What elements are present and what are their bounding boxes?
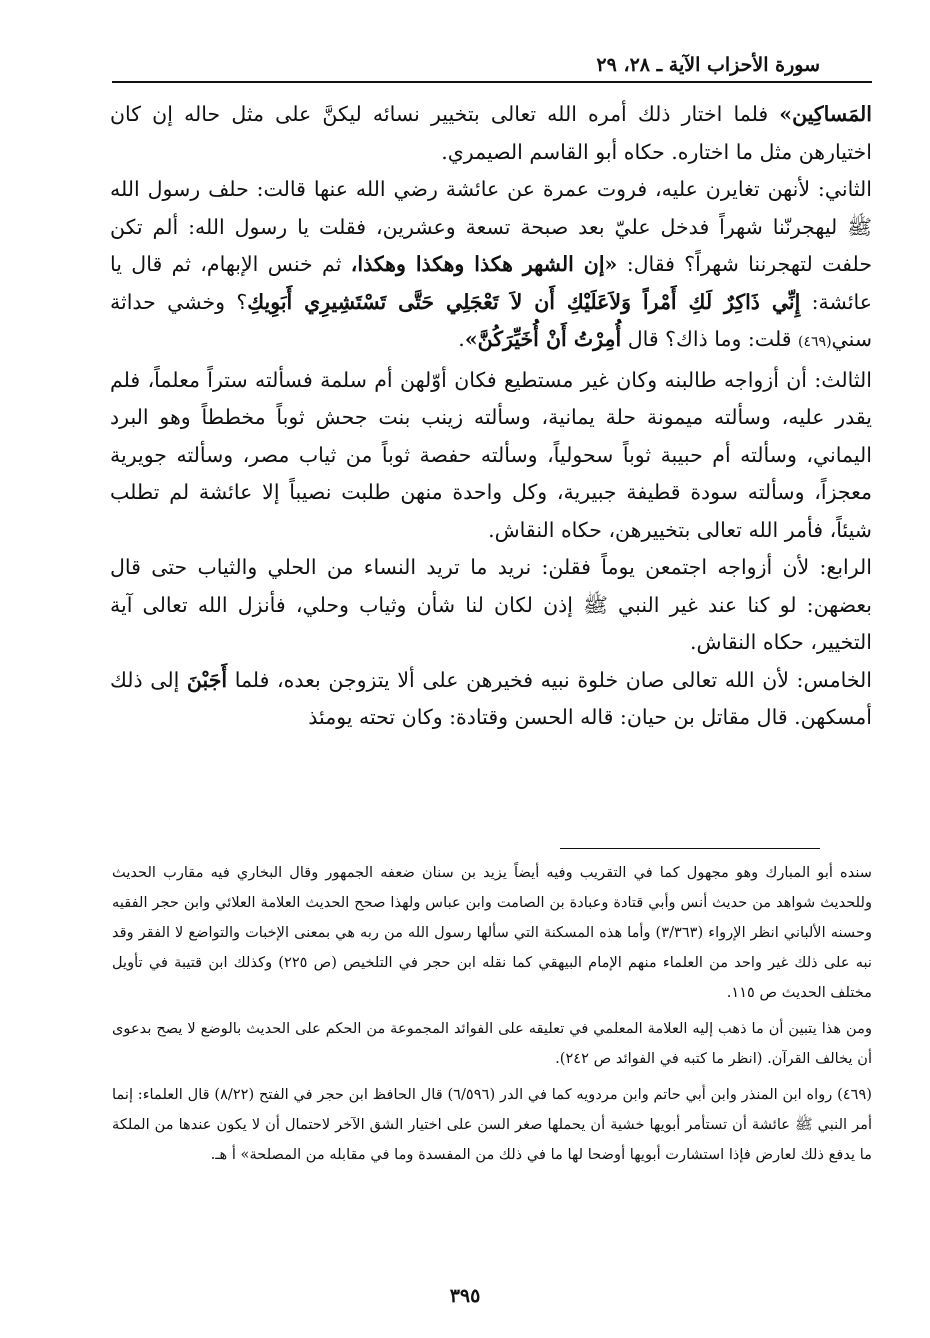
- paragraph-text: إلى ذلك أمسكهن. قال مقاتل بن حيان: قاله الحسن وقتادة: وكان تحته يومئذ: [110, 667, 872, 729]
- main-text: [110, 96, 872, 737]
- paragraph-text: الثالث: أن أزواجه طالبنه وكان غير مستطيع فكان أوّلهن أم سلمة فسألته ستراً معلماً، فلم يقدر عليه، وسألته ميمونة حلة يمانية، وسألته زينب بنت جحش ثوباً مخططاً وهو البرد اليماني، وسألته أم حبيبة ثوباً سحولياً، وسألته حفصة ثوباً من ثياب مصر، وسألته جويرية معجزاً، وسألته سودة قطيفة جبيرية، وكل واحدة منهن طلبت نصيباً إلا عائشة لم تطلب شيئاً، فأمر الله تعالى بتخييرهن، حكاه النقاش.: [110, 367, 872, 542]
- paragraph-text: ؟ وخشي حداثة سني: [110, 289, 872, 351]
- footnote-separator: [560, 848, 820, 849]
- running-header: سورة الأحزاب الآية ـ ٢٨، ٢٩: [596, 54, 820, 76]
- paragraph-1: [110, 96, 872, 171]
- paragraph-4: [110, 549, 872, 662]
- paragraph-text: قلت: وما ذاك؟ قال: [621, 327, 799, 351]
- paragraph-2: [110, 171, 872, 362]
- paragraph-text: الرابع: لأن أزواجه اجتمعن يوماً فقلن: نريد ما تريد النساء من الحلي والثياب حتى قال بعضهن: لو كنا عند غير النبي ﷺ إذن لكان لنا شأن وثياب وحلي، فأنزل الله تعالى آية التخيير، حكاه النقاش.: [110, 555, 872, 654]
- footnote-reference: (٤٦٩): [798, 334, 832, 350]
- paragraph-text: .: [458, 327, 465, 351]
- footnote-continuation: سنده أبو المبارك وهو مجهول كما في التقريب وفيه أيضاً يزيد بن سنان ضعفه الجمهور وقال البخاري فيه مقارب الحديث وللحديث شواهد من حديث أنس وأبي قتادة وعبادة بن الصامت وابن عباس ولهذا صحح الحديث العلامة العلائي وابن حجر الفقيه وحسنه الألباني انظر الإرواء (٣/٣٦٣) وأما هذه المسكنة التي سألها رسول الله من ربه هي بمعنى الإخبات والتواضع لا الفقر وقد نبه على ذلك غير واحد من العلماء منهم الإمام البيهقي كما نقله ابن حجر في التلخيص (ص ٢٢٥) وكذلك ابن قتيبة في تأويل مختلف الحديث ص ١١٥.: [112, 864, 873, 1001]
- hadith-quote: «إن الشهر هكذا وهكذا وهكذا،: [350, 252, 618, 276]
- footnote-469: (٤٦٩) رواه ابن المنذر وابن أبي حاتم وابن مردويه كما في الدر (٦/٥٩٦) قال الحافظ ابن حجر في الفتح (٨/٢٢) قال العلماء: إنما أمر النبي ﷺ عائشة أن تستأمر أبويها خشية أن يحملها صغر السن على اختيار الشق الآخر لاحتمال أن لا يكون عندها من الملكة ما يدفع ذلك لعارض فإذا استشارت أبويها أوضحا لها ما في ذلك من المفسدة وما في مقابله من المصلحة» أ هـ.: [112, 1086, 872, 1163]
- hadith-quote: إِنِّي ذَاكِرٌ لَكِ أَمْراً وَلاَعَلَيْكِ أَن لاَ تَعْجَلِي حَتَّى تَسْتَشِيرِي أَبَوِيكِ: [247, 289, 801, 314]
- paragraph-text: الخامس: لأن الله تعالى صان خلوة نبيه فخيرهن على ألا يتزوجن بعده، فلما: [227, 667, 872, 692]
- page-number: ٣٩٥: [449, 1285, 481, 1307]
- quran-word: أَجَبْنَ: [186, 667, 228, 692]
- header-rule: [112, 81, 872, 83]
- footnote-note: ومن هذا يتبين أن ما ذهب إليه العلامة المعلمي في تعليقه على الفوائد المجموعة من الحكم على الحديث بالوضع لا يصح بدعوى أن يخالف القرآن. (انظر ما كتبه في الفوائد ص ٢٤٢).: [112, 1020, 872, 1067]
- paragraph-text: الثاني: لأنهن تغايرن عليه، فروت عمرة عن عائشة رضي الله عنها قالت: حلف رسول الله ﷺ ليهجرنّنا شهراً فدخل عليّ بعد صبحة تسعة وعشرين، فقلت يا رسول الله: ألم تكن حلفت لتهجرننا شهراً؟ فقال:: [110, 177, 873, 276]
- footnotes: [112, 858, 872, 1176]
- paragraph-5: [110, 662, 872, 737]
- paragraph-3: [110, 362, 872, 550]
- hadith-quote: أُمِرْتُ أَنْ أُخَيِّرَكُنَّ»: [464, 327, 622, 351]
- bold-quote: المَساكِين»: [779, 102, 872, 126]
- paragraph-text: ثم خنس الإبهام، ثم قال يا عائشة:: [110, 252, 873, 314]
- paragraph-text: فلما اختار ذلك أمره الله تعالى بتخيير نسائه ليكنَّ على مثل حاله إن كان اختيارهن مثل ما اختاره. حكاه أبو القاسم الصيمري.: [110, 102, 872, 164]
